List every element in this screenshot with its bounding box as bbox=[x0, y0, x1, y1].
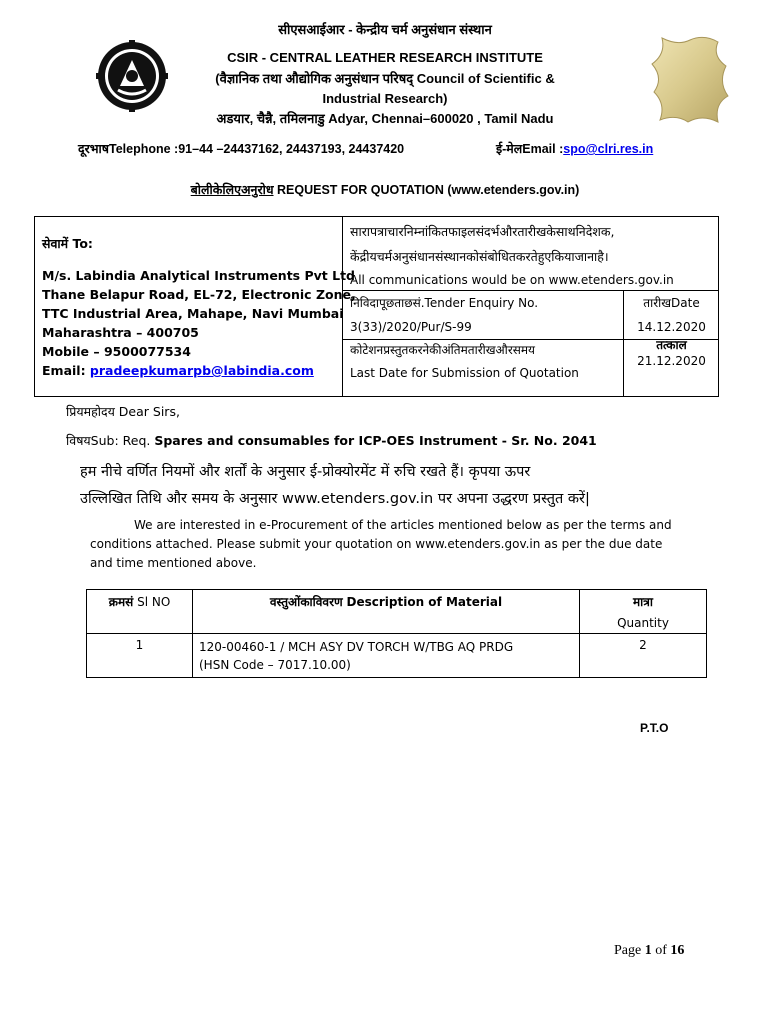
institute-address: अडयार, चैन्नै, तमिलनाडु Adyar, Chennai–600020 , Tamil Nadu bbox=[216, 111, 554, 126]
table-row bbox=[87, 634, 707, 678]
header-description bbox=[193, 590, 580, 634]
english-paragraph-line-2: conditions attached. Please submit your quotation on www.etenders.gov.in as per the due date bbox=[90, 537, 663, 551]
header-sl-hindi: क्रमसं bbox=[108, 595, 134, 609]
hindi-paragraph bbox=[80, 459, 705, 513]
recipient-email-line bbox=[42, 361, 314, 380]
header-sl-english: Sl NO bbox=[137, 595, 171, 609]
row-description bbox=[193, 634, 580, 678]
recipient-email-label: Email: bbox=[42, 363, 90, 378]
notice-hindi-2: केंद्रीयचर्मअनुसंधानसंस्थानकोसंबोधितकरतेहुएकियाजानाहै। bbox=[350, 249, 609, 264]
row-description-line-2: (HSN Code – 7017.10.00) bbox=[199, 658, 351, 672]
english-paragraph-line-3: and time mentioned above. bbox=[90, 556, 257, 570]
institute-hindi-name: सीएसआईआर - केन्द्रीय चर्म अनुसंधान संस्थान bbox=[278, 22, 492, 37]
items-table bbox=[86, 589, 707, 678]
page-of: of bbox=[651, 943, 671, 958]
subject-line bbox=[66, 432, 597, 449]
institute-english-name: CSIR - CENTRAL LEATHER RESEARCH INSTITUTE bbox=[227, 50, 543, 65]
recipient-mobile: Mobile – 9500077534 bbox=[42, 344, 191, 359]
page-number bbox=[614, 943, 684, 959]
recipient-email-link[interactable]: pradeepkumarpb@labindia.com bbox=[89, 363, 314, 378]
leather-hide-logo bbox=[648, 34, 732, 126]
english-paragraph bbox=[90, 516, 700, 573]
last-date-english: Last Date for Submission of Quotation bbox=[350, 366, 579, 380]
rfq-english: REQUEST FOR QUOTATION (www.etenders.gov.in) bbox=[277, 183, 580, 197]
date-label: तारीखDate bbox=[643, 296, 700, 310]
header-desc-hindi: वस्तुओंकाविवरण bbox=[269, 595, 343, 609]
institute-email-link[interactable]: spo@clri.res.in bbox=[563, 142, 654, 156]
row-sl: 1 bbox=[87, 634, 193, 678]
row-description-line-1: 120-00460-1 / MCH ASY DV TORCH W/TBG AQ PRDG bbox=[199, 640, 514, 654]
tender-enquiry-label: निविदापूछताछसं.Tender Enquiry No. bbox=[350, 296, 539, 310]
recipient-name: M/s. Labindia Analytical Instruments Pvt Ltd bbox=[42, 268, 356, 283]
rfq-hindi: बोलीकेलिएअनुरोध bbox=[190, 183, 274, 197]
page-total: 16 bbox=[670, 943, 685, 958]
english-paragraph-line-1: We are interested in e-Procurement of the articles mentioned below as per the terms and bbox=[134, 518, 672, 532]
page-prefix: Page bbox=[614, 943, 645, 958]
row-quantity: 2 bbox=[580, 634, 707, 678]
header-desc-english: Description of Material bbox=[346, 595, 503, 609]
header-qty-hindi: मात्रा bbox=[632, 595, 654, 609]
telephone-line: दूरभाषTelephone :91–44 –24437162, 24437193, 24437420 bbox=[78, 142, 405, 156]
notice-english: All communications would be on www.etenders.gov.in bbox=[350, 273, 674, 287]
page-current: 1 bbox=[644, 943, 652, 958]
last-date-value: 21.12.2020 bbox=[637, 354, 706, 368]
recipient-address-2: TTC Industrial Area, Mahape, Navi Mumbai bbox=[42, 306, 344, 321]
header-sl bbox=[87, 590, 193, 634]
council-line-2: Industrial Research) bbox=[322, 91, 448, 106]
header-quantity bbox=[580, 590, 707, 634]
recipient-address-3: Maharashtra – 400705 bbox=[42, 325, 199, 340]
tender-enquiry-no: 3(33)/2020/Pur/S-99 bbox=[350, 320, 472, 334]
salutation: प्रियमहोदय Dear Sirs, bbox=[66, 404, 180, 419]
email-label: ई-मेलEmail : bbox=[496, 142, 564, 156]
subject-text: Spares and consumables for ICP-OES Instrument - Sr. No. 2041 bbox=[154, 433, 597, 448]
email-line bbox=[496, 140, 653, 157]
tender-date: 14.12.2020 bbox=[637, 320, 706, 334]
council-line-1: (वैज्ञानिक तथा औद्योगिक अनुसंधान परिषद् Council of Scientific & bbox=[215, 71, 555, 86]
rfq-title bbox=[0, 181, 770, 198]
subject-prefix: विषयSub: Req. bbox=[66, 433, 155, 448]
hindi-paragraph-line-1: हम नीचे वर्णित नियमों और शर्तों के अनुसार ई-प्रोक्योरमेंट में रुचि रखते हैं। कृपया ऊपर bbox=[80, 464, 531, 480]
pto-label: P.T.O bbox=[640, 721, 669, 735]
to-label: सेवामें To: bbox=[42, 236, 93, 251]
box-divider-h1 bbox=[342, 290, 719, 291]
notice-hindi-1: सारापत्राचारनिम्नांकितफाइलसंदर्भऔरतारीखकेसाथनिदेशक, bbox=[350, 224, 615, 239]
hindi-paragraph-line-2: उल्लिखित तिथि और समय के अनुसार www.etenders.gov.in पर अपना उद्धरण प्रस्तुत करें| bbox=[80, 491, 590, 507]
header-qty-english: Quantity bbox=[617, 616, 669, 630]
last-date-label: तत्काल bbox=[656, 338, 687, 352]
last-date-hindi: कोटेशनप्रस्तुतकरनेकीअंतिमतारीखऔरसमय bbox=[350, 343, 535, 357]
items-table-header bbox=[87, 590, 707, 634]
recipient-address-1: Thane Belapur Road, EL-72, Electronic Zone, bbox=[42, 287, 356, 302]
